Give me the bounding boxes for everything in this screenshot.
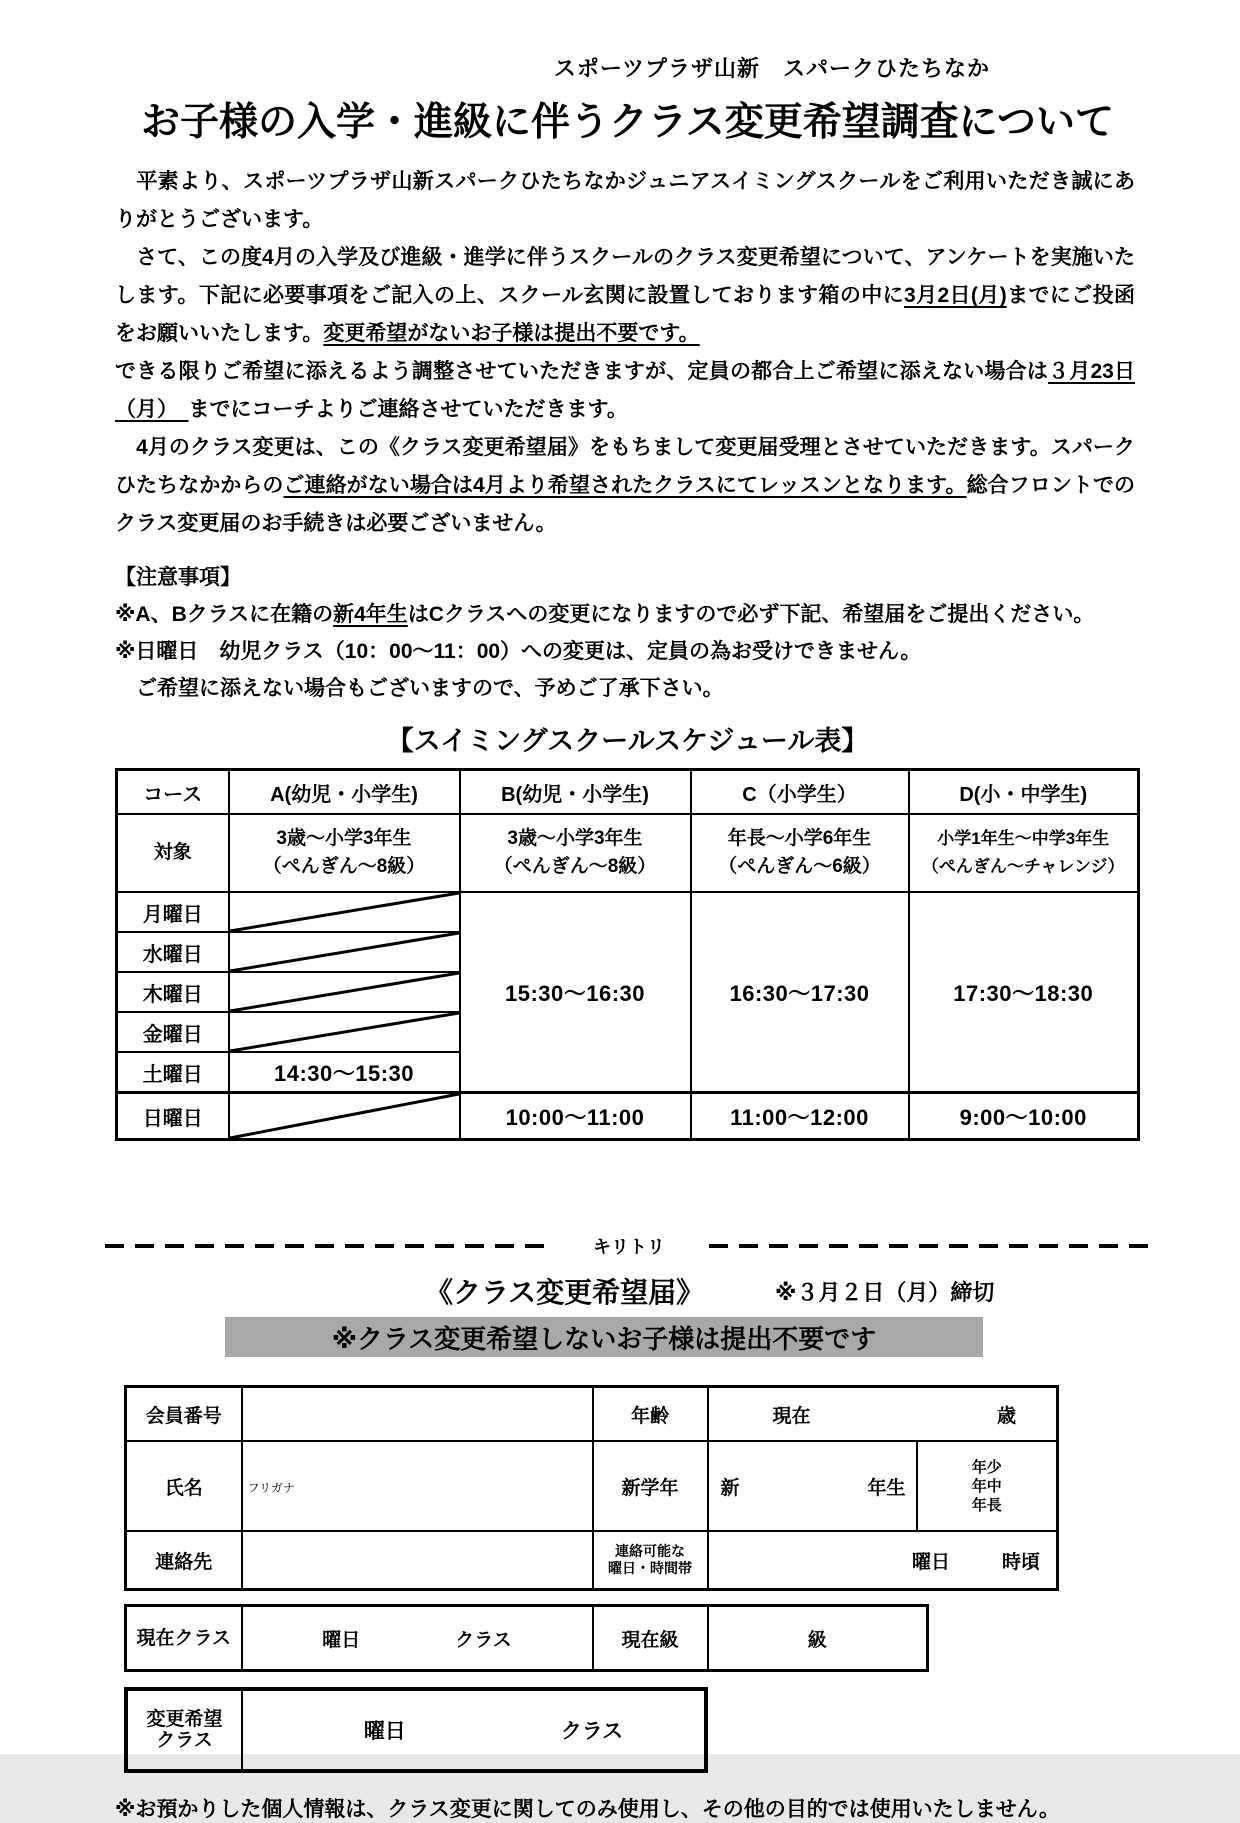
schedule-table bbox=[115, 768, 1140, 1141]
kinder-option: 年長 bbox=[971, 1496, 1002, 1514]
text-run: できる限りご希望に添えるよう調整させていただきますが、定員の都合上ご希望に添えない場合は bbox=[115, 360, 1049, 383]
new-grade-input-cell bbox=[708, 1441, 917, 1531]
paragraph-3 bbox=[115, 353, 1135, 429]
age-input-cell bbox=[708, 1387, 1058, 1442]
age-current-label: 現在 bbox=[772, 1405, 811, 1427]
new-grade-prefix: 新 bbox=[720, 1477, 740, 1499]
new-grade-suffix: 年生 bbox=[867, 1477, 906, 1499]
contact-input-cell bbox=[242, 1531, 593, 1590]
target-level: （ぺんぎん～6級） bbox=[718, 856, 881, 877]
day-label: 水曜日 bbox=[117, 932, 229, 972]
no-class-cell bbox=[229, 932, 460, 972]
underlined-date: ３月23日（月） bbox=[115, 360, 1136, 421]
no-class-cell bbox=[229, 972, 460, 1012]
diagonal-strike-icon bbox=[230, 933, 459, 971]
target-age: 3歳～小学3年生 bbox=[276, 828, 412, 849]
privacy-note: ※お預かりした個人情報は、クラス変更に関してのみ使用し、その他の目的では使用いたしません。 bbox=[115, 1798, 1061, 1821]
target-cell-d bbox=[909, 814, 1139, 892]
schedule-row-monday bbox=[117, 892, 1139, 932]
diagonal-strike-icon bbox=[230, 973, 459, 1011]
time-cell-a-saturday: 14:30～15:30 bbox=[229, 1052, 460, 1093]
cut-line bbox=[105, 1233, 1153, 1259]
target-level: （ぺんぎん～8級） bbox=[493, 856, 657, 877]
target-row bbox=[117, 814, 1139, 892]
name-label: 氏名 bbox=[126, 1441, 242, 1531]
time-cell-d-sunday: 9:00～10:00 bbox=[909, 1093, 1139, 1140]
requested-class-input-cell bbox=[242, 1689, 706, 1771]
furigana-label: フリガナ bbox=[247, 1480, 295, 1495]
no-class-cell bbox=[229, 892, 460, 932]
dash-line-left bbox=[105, 1244, 549, 1248]
underlined-note: ご連絡がない場合は4月より希望されたクラスにてレッスンとなります。 bbox=[283, 474, 967, 497]
member-number-input-cell bbox=[242, 1387, 593, 1442]
diagonal-strike-icon bbox=[230, 1013, 459, 1051]
column-header-d: D(小・中学生) bbox=[909, 770, 1139, 815]
notice-line-3: ご希望に添えない場合もございますので、予めご了承下さい。 bbox=[115, 677, 724, 700]
diagonal-strike-icon bbox=[230, 1094, 459, 1138]
page-title: お子様の入学・進級に伴うクラス変更希望調査について bbox=[140, 101, 1115, 144]
schedule-heading: 【スイミングスクールスケジュール表】 bbox=[386, 726, 869, 756]
day-label: 木曜日 bbox=[117, 972, 229, 1012]
current-class-label: 現在クラス bbox=[126, 1606, 242, 1671]
name-row bbox=[126, 1441, 1058, 1531]
text-run: さて、この度4月の入学及び進級・進学に伴うスクールのクラス変更希望について、アンケートを実施いたします。下記に必要事項をご記入の上、スクール玄関に設置しております箱の中に bbox=[115, 246, 1135, 307]
cut-label: キリトリ bbox=[593, 1237, 665, 1257]
schedule-row-sunday bbox=[117, 1093, 1139, 1140]
notice-line-1 bbox=[115, 596, 1145, 633]
target-age: 3歳～小学3年生 bbox=[507, 828, 643, 849]
day-label: 金曜日 bbox=[117, 1012, 229, 1052]
time-cell-b-sunday: 10:00～11:00 bbox=[460, 1093, 691, 1140]
no-class-cell bbox=[229, 1012, 460, 1052]
target-cell-a bbox=[229, 814, 460, 892]
text-run: はCクラスへの変更になりますので必ず下記、希望届をご提出ください。 bbox=[407, 603, 1095, 626]
notice-section bbox=[115, 559, 1145, 707]
target-cell-c bbox=[691, 814, 909, 892]
target-level: （ぺんぎん～チャレンジ） bbox=[921, 857, 1125, 876]
current-grade-input-cell: 級 bbox=[708, 1606, 928, 1671]
current-class-input-cell bbox=[242, 1606, 593, 1671]
form-title-row bbox=[115, 1271, 1140, 1309]
contact-label: 連絡先 bbox=[126, 1531, 242, 1590]
diagonal-strike-icon bbox=[230, 893, 459, 931]
requested-day-label: 曜日 bbox=[363, 1720, 406, 1743]
member-number-row bbox=[126, 1387, 1058, 1442]
target-age: 小学1年生～中学3年生 bbox=[937, 829, 1110, 848]
paragraph-4 bbox=[115, 429, 1135, 543]
current-class-word: クラス bbox=[455, 1629, 512, 1651]
kindergarten-options-cell bbox=[917, 1441, 1058, 1531]
column-header-a: A(幼児・小学生) bbox=[229, 770, 460, 815]
kinder-option: 年少 bbox=[971, 1458, 1002, 1476]
time-cell-d-weekday: 17:30～18:30 bbox=[909, 892, 1139, 1093]
requested-class-word: クラス bbox=[560, 1720, 624, 1743]
member-number-label: 会員番号 bbox=[126, 1387, 242, 1442]
current-grade-label: 現在級 bbox=[593, 1606, 708, 1671]
text-run: 平素より、スポーツプラザ山新スパークひたちなかジュニアスイミングスクールをご利用いただき誠にありがとうございます。 bbox=[115, 170, 1135, 231]
text-run: ※A、Bクラスに在籍の bbox=[115, 603, 334, 626]
age-label: 年齢 bbox=[593, 1387, 708, 1442]
new-grade-label: 新学年 bbox=[593, 1441, 708, 1531]
day-label: 月曜日 bbox=[117, 892, 229, 932]
requested-class-table bbox=[124, 1687, 708, 1773]
name-input-cell bbox=[242, 1441, 593, 1531]
underlined-date: 3月2日(月) bbox=[904, 284, 1007, 307]
day-label: 日曜日 bbox=[117, 1093, 229, 1140]
contact-day-label: 曜日 bbox=[911, 1551, 950, 1573]
target-cell-b bbox=[460, 814, 691, 892]
current-class-row bbox=[126, 1606, 928, 1671]
time-cell-c-sunday: 11:00～12:00 bbox=[691, 1093, 909, 1140]
brand-line: スポーツプラザ山新 スパークひたちなか bbox=[553, 56, 990, 81]
no-class-cell bbox=[229, 1093, 460, 1140]
notice-banner: ※クラス変更希望しないお子様は提出不要です bbox=[225, 1317, 983, 1357]
target-label: 対象 bbox=[117, 814, 229, 892]
contact-row bbox=[126, 1531, 1058, 1590]
schedule-header-row bbox=[117, 770, 1139, 815]
body-text bbox=[115, 163, 1135, 543]
column-header-course: コース bbox=[117, 770, 229, 815]
day-label: 土曜日 bbox=[117, 1052, 229, 1093]
paragraph-2 bbox=[115, 239, 1135, 353]
text-run: までにコーチよりご連絡させていただきます。 bbox=[188, 398, 628, 421]
requested-class-row bbox=[126, 1689, 706, 1771]
text-run: 4月のクラス変更は、この《クラス変更希望届》をもちまして変更届受理とさせていただきます。スパークひたちなかからの bbox=[115, 436, 1135, 497]
current-day-label: 曜日 bbox=[322, 1629, 361, 1651]
target-level: （ぺんぎん～8級） bbox=[262, 856, 426, 877]
time-cell-b-weekday: 15:30～16:30 bbox=[460, 892, 691, 1093]
paragraph-1 bbox=[115, 163, 1135, 239]
notice-heading: 【注意事項】 bbox=[115, 566, 241, 589]
underlined-note: 新4年生 bbox=[333, 603, 408, 626]
underlined-note: 変更希望がないお子様は提出不要です。 bbox=[323, 322, 700, 345]
column-header-b: B(幼児・小学生) bbox=[460, 770, 691, 815]
contact-time-input-cell bbox=[708, 1531, 1058, 1590]
column-header-c: C（小学生） bbox=[691, 770, 909, 815]
form-deadline: ※３月２日（月）締切 bbox=[775, 1280, 995, 1305]
contact-time-label: 連絡可能な 曜日・時間帯 bbox=[593, 1531, 708, 1590]
member-form-table bbox=[124, 1385, 1059, 1591]
text-run: 総合フロントでのクラス変更届のお手続きは必要ございません。 bbox=[115, 474, 1136, 535]
dash-line-right bbox=[709, 1244, 1153, 1248]
text-run: までにご投函をお願いいたします。 bbox=[115, 284, 1135, 345]
kinder-option: 年中 bbox=[971, 1477, 1002, 1495]
requested-class-label: 変更希望 クラス bbox=[126, 1689, 242, 1771]
current-class-table bbox=[124, 1604, 929, 1672]
form-title: 《クラス変更希望届》 bbox=[425, 1277, 705, 1308]
contact-hour-label: 時頃 bbox=[1001, 1551, 1040, 1573]
target-age: 年長～小学6年生 bbox=[727, 828, 872, 849]
notice-line-2: ※日曜日 幼児クラス（10：00～11：00）への変更は、定員の為お受けできません。 bbox=[115, 640, 922, 663]
time-cell-c-weekday: 16:30～17:30 bbox=[691, 892, 909, 1093]
age-suffix-label: 歳 bbox=[996, 1405, 1016, 1427]
